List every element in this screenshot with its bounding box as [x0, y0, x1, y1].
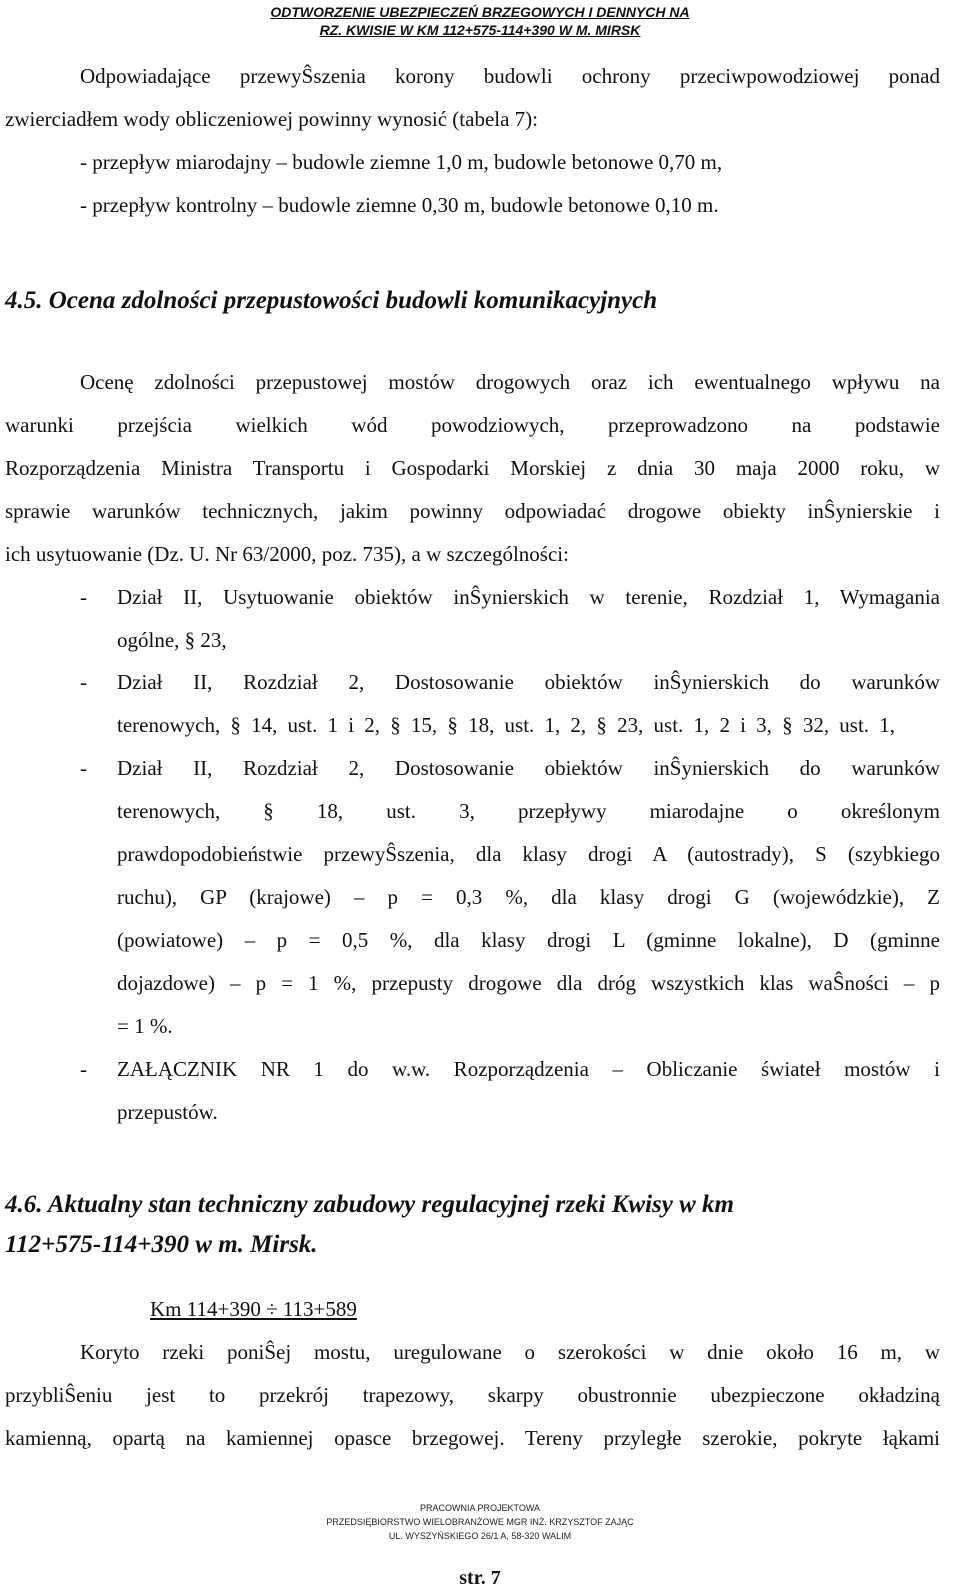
list-dash: -: [80, 670, 87, 694]
page-number: str. 7: [459, 1567, 501, 1589]
section-4-6-line1: Koryto rzeki poniŜej mostu, uregulowane o szerokości w dnie około 16 m, w: [80, 1340, 940, 1364]
list-item3-line5: (powiatowe) – p = 0,5 %, dla klasy drogi L (gminne lokalne), D (gminne: [117, 928, 940, 952]
list-item3-line6: dojazdowe) – p = 1 %, przepusty drogowe dla dróg wszystkich klas waŜności – p: [117, 971, 940, 995]
list-item3-line3: prawdopodobieństwie przewyŜszenia, dla klasy drogi A (autostrady), S (szybkiego: [117, 842, 940, 866]
list-item3-line1: Dział II, Rozdział 2, Dostosowanie obiektów inŜynierskich do warunków: [117, 756, 940, 780]
para1-line1: Odpowiadające przewyŜszenia korony budowli ochrony przeciwpowodziowej ponad: [80, 64, 940, 88]
para1-line2: zwierciadłem wody obliczeniowej powinny wynosić (tabela 7):: [5, 107, 538, 131]
list-dash: -: [80, 1057, 87, 1081]
list-dash: -: [80, 756, 87, 780]
section-4-5-line5: ich usytuowanie (Dz. U. Nr 63/2000, poz. 735), a w szczególności:: [5, 542, 569, 566]
list-item3-line4: ruchu), GP (krajowe) – p = 0,3 %, dla klasy drogi G (wojewódzkie), Z: [117, 885, 940, 909]
document-header-line2: RZ. KWISIE W KM 112+575-114+390 W M. MIRSK: [319, 22, 641, 38]
section-4-5-line4: sprawie warunków technicznych, jakim powinny odpowiadać drogowe obiekty inŜynierskie i: [5, 499, 940, 523]
list-dash: -: [80, 585, 87, 609]
list-item2-line1: Dział II, Rozdział 2, Dostosowanie obiektów inŜynierskich do warunków: [117, 670, 940, 694]
para1-bullet2: - przepływ kontrolny – budowle ziemne 0,30 m, budowle betonowe 0,10 m.: [80, 193, 719, 217]
section-4-5-line2: warunki przejścia wielkich wód powodziowych, przeprowadzono na podstawie: [5, 413, 940, 437]
para1-bullet1: - przepływ miarodajny – budowle ziemne 1,0 m, budowle betonowe 0,70 m,: [80, 150, 723, 174]
document-header-line1: ODTWORZENIE UBEZPIECZEŃ BRZEGOWYCH I DENNYCH NA: [270, 4, 690, 20]
section-4-6-line3: kamienną, opartą na kamiennej opasce brzegowej. Tereny przyległe szerokie, pokryte łąkami: [5, 1426, 940, 1450]
section-4-6-heading-line2: 112+575-114+390 w m. Mirsk.: [5, 1231, 318, 1258]
section-4-5-heading: 4.5. Ocena zdolności przepustowości budowli komunikacyjnych: [5, 287, 658, 314]
list-item4-line1: ZAŁĄCZNIK NR 1 do w.w. Rozporządzenia – Obliczanie świateł mostów i: [117, 1057, 940, 1081]
list-item1-line2: ogólne, § 23,: [117, 628, 227, 652]
footer-address: UL. WYSZYŃSKIEGO 26/1 A, 58-320 WALIM: [388, 1531, 572, 1541]
list-item3-line7: = 1 %.: [117, 1014, 173, 1038]
section-4-6-line2: przybliŜeniu jest to przekrój trapezowy, skarpy obustronnie ubezpieczone okładziną: [5, 1383, 940, 1407]
section-4-5-line3: Rozporządzenia Ministra Transportu i Gospodarki Morskiej z dnia 30 maja 2000 roku, w: [5, 456, 940, 480]
list-item2-line2: terenowych, § 14, ust. 1 i 2, § 15, § 18, ust. 1, 2, § 23, ust. 1, 2 i 3, § 32, ust. 1,: [117, 713, 895, 737]
footer-company-line2: PRZEDSIĘBIORSTWO WIELOBRANŻOWE MGR INŻ. KRZYSZTOF ZAJĄC: [326, 1517, 634, 1527]
list-item1-line1: Dział II, Usytuowanie obiektów inŜynierskich w terenie, Rozdział 1, Wymagania: [117, 585, 940, 609]
list-item4-line2: przepustów.: [117, 1100, 218, 1124]
section-4-5-line1: Ocenę zdolności przepustowej mostów drogowych oraz ich ewentualnego wpływu na: [80, 370, 940, 394]
list-item3-line2: terenowych, § 18, ust. 3, przepływy miarodajne o określonym: [117, 799, 940, 823]
km-range-label: Km 114+390 ÷ 113+589: [150, 1297, 357, 1321]
section-4-6-heading-line1: 4.6. Aktualny stan techniczny zabudowy regulacyjnej rzeki Kwisy w km: [5, 1191, 734, 1218]
footer-company-line1: PRACOWNIA PROJEKTOWA: [419, 1503, 540, 1513]
